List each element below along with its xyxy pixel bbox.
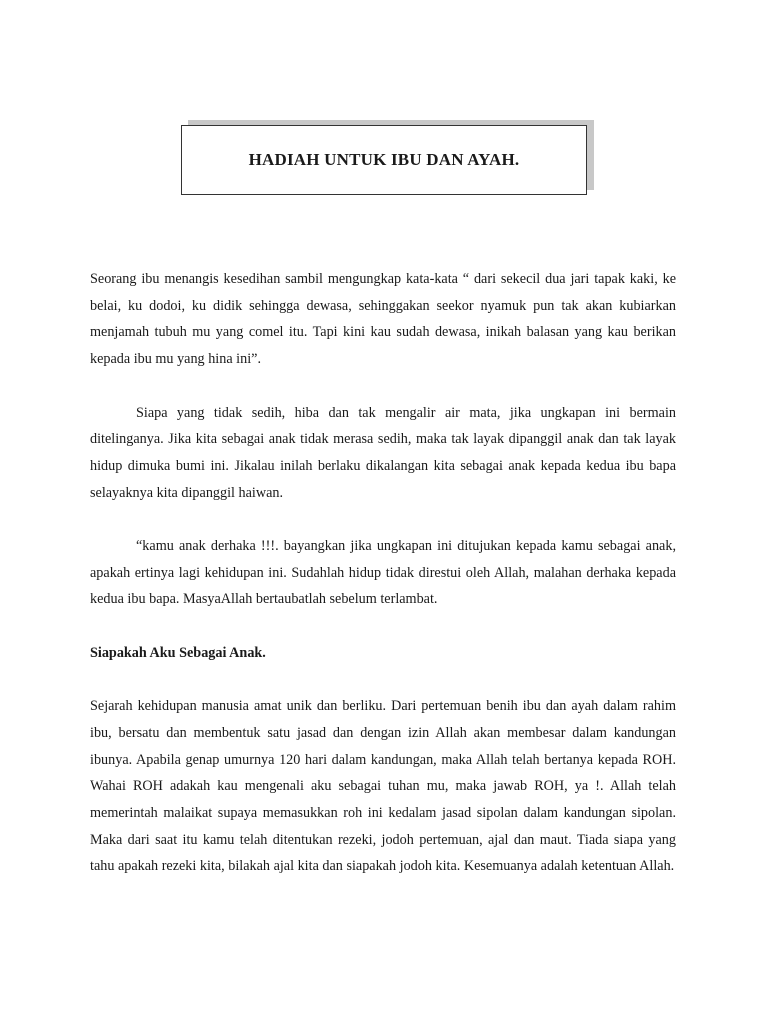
paragraph-2: Siapa yang tidak sedih, hiba dan tak mengalir air mata, jika ungkapan ini bermain ditelinganya. Jika kita sebagai anak tidak merasa sedih, maka tak layak dipanggil anak dan tak layak hidup dimuka bumi ini. Jikalau inilah berlaku dikalangan kita sebagai anak kepada kedua ibu bapa selayaknya kita dipanggil haiwan. <box>90 404 676 501</box>
paragraph-3: “kamu anak derhaka !!!. bayangkan jika ungkapan ini ditujukan kepada kamu sebagai anak, apakah ertinya lagi kehidupan ini. Sudahlah hidup tidak direstui oleh Allah, malahan derhaka kepada kedua ibu bapa. MasyaAllah bertaubatlah sebelum terlambat. <box>90 538 676 608</box>
section-heading: Siapakah Aku Sebagai Anak. <box>90 644 266 661</box>
title-box <box>181 125 587 195</box>
section-paragraph: Sejarah kehidupan manusia amat unik dan berliku. Dari pertemuan benih ibu dan ayah dalam rahim ibu, bersatu dan membentuk satu jasad dan dengan izin Allah akan membesar dalam kandungan ibunya. Apabila genap umurnya 120 hari dalam kandungan, maka Allah telah bertanya kepada ROH. Wahai ROH adakah kau mengenali aku sebagai tuhan mu, maka jawab ROH, ya !. Allah telah memerintah malaikat supaya memasukkan roh ini kedalam jasad sipolan dalam kandungan sipolan. Maka dari saat itu kamu telah ditentukan rezeki, jodoh pertemuan, ajal dan maut. Tiada siapa yang tahu apakah rezeki kita, bilakah ajal kita dan siapakah jodoh kita. Kesemuanya adalah ketentuan Allah. <box>90 698 676 875</box>
document-body <box>90 266 676 907</box>
paragraph-1: Seorang ibu menangis kesedihan sambil mengungkap kata-kata “ dari sekecil dua jari tapak kaki, ke belai, ku dodoi, ku didik sehingga dewasa, sehinggakan seekor nyamuk pun tak akan kubiarkan menjamah tubuh mu yang comel itu. Tapi kini kau sudah dewasa, inikah balasan yang kau berikan kepada ibu mu yang hina ini”. <box>90 271 676 368</box>
document-title: HADIAH UNTUK IBU DAN AYAH. <box>248 150 520 169</box>
